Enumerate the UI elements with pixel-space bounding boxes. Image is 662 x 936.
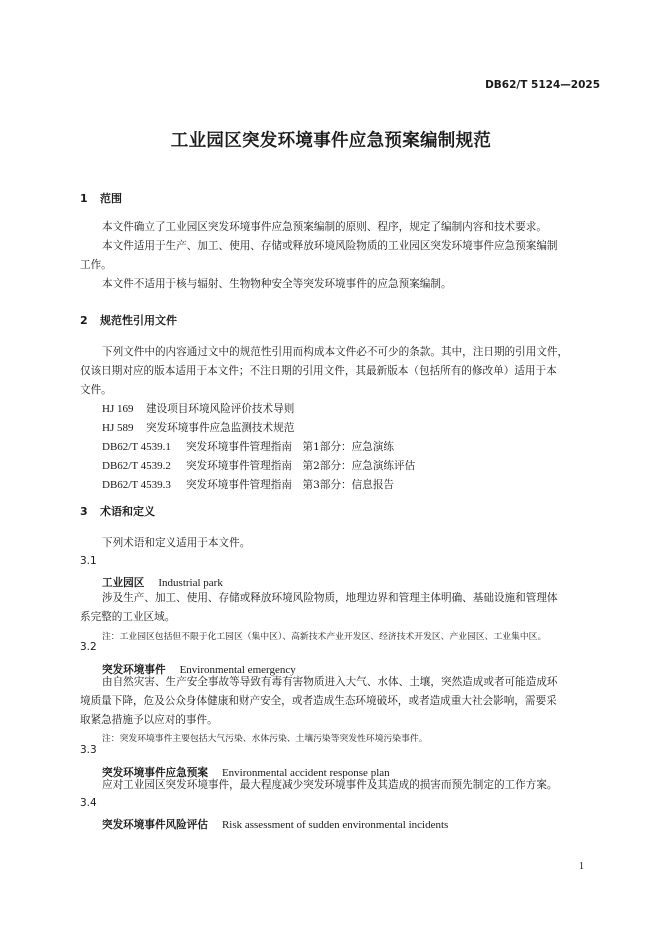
term-heading — [102, 571, 223, 590]
section-title: 术语和定义 — [100, 505, 155, 518]
reference-code: DB62/T 4539.2 — [102, 460, 171, 472]
term-name: 突发环境事件应急预案 — [102, 767, 208, 779]
term-number: 3.2 — [80, 641, 97, 653]
reference-title: 突发环境事件管理指南 第1部分：应急演练 — [186, 441, 395, 453]
term-number: 3.1 — [80, 555, 97, 567]
term-definition-line: 境质量下降，危及公众身体健康和财产安全，或者造成生态环境破坏，或者造成重大社会影响，需要采 — [80, 695, 557, 707]
reference-item — [102, 401, 294, 416]
section-heading-scope — [80, 190, 122, 206]
section-number: 3 — [80, 505, 88, 518]
section-number: 1 — [80, 192, 88, 205]
term-heading — [102, 813, 448, 832]
references-intro-line-1: 下列文件中的内容通过文中的规范性引用而构成本文件必不可少的条款。其中，注日期的引用文件， — [102, 346, 569, 358]
reference-code: DB62/T 4539.3 — [102, 479, 171, 491]
reference-title: 突发环境事件应急监测技术规范 — [146, 422, 295, 434]
term-name: 工业园区 — [102, 577, 145, 589]
scope-paragraph-1: 本文件确立了工业园区突发环境事件应急预案编制的原则、程序，规定了编制内容和技术要求。 — [102, 221, 547, 233]
term-definition-line: 系完整的工业区域。 — [80, 611, 176, 623]
document-title: 工业园区突发环境事件应急预案编制规范 — [170, 131, 492, 151]
section-number: 2 — [80, 314, 88, 327]
section-heading-terms — [80, 503, 155, 519]
term-english: Risk assessment of sudden environmental incidents — [221, 819, 449, 831]
term-name: 突发环境事件 — [102, 664, 166, 676]
term-definition-line: 由自然灾害、生产安全事故等导致有毒有害物质进入大气、水体、土壤，突然造成或者可能造成环 — [102, 676, 558, 688]
reference-title: 突发环境事件管理指南 第3部分：信息报告 — [186, 479, 395, 491]
standard-number: DB62/T 5124—2025 — [485, 79, 600, 91]
term-definition-line: 取紧急措施予以应对的事件。 — [80, 714, 218, 726]
reference-title: 突发环境事件管理指南 第2部分：应急演练评估 — [186, 460, 416, 472]
term-number: 3.3 — [80, 744, 97, 756]
reference-title: 建设项目环境风险评价技术导则 — [146, 403, 295, 415]
term-english: Environmental accident response plan — [221, 767, 390, 779]
scope-paragraph-2-line-2: 工作。 — [80, 259, 112, 271]
reference-code: DB62/T 4539.1 — [102, 441, 171, 453]
section-title: 范围 — [100, 192, 122, 205]
scope-paragraph-2-line-1: 本文件适用于生产、加工、使用、存储或释放环境风险物质的工业园区突发环境事件应急预案编制 — [102, 240, 558, 252]
terms-intro: 下列术语和定义适用于本文件。 — [102, 537, 251, 549]
reference-code: HJ 169 — [102, 403, 134, 415]
section-title: 规范性引用文件 — [100, 314, 177, 327]
term-name: 突发环境事件风险评估 — [102, 819, 208, 831]
reference-item — [102, 420, 294, 435]
reference-item — [102, 458, 415, 473]
term-english: Environmental emergency — [179, 664, 296, 676]
references-intro-line-2: 仅该日期对应的版本适用于本文件；不注日期的引用文件，其最新版本（包括所有的修改单）适用于本 — [80, 365, 557, 377]
term-definition-line: 涉及生产、加工、使用、存储或释放环境风险物质，地理边界和管理主体明确、基础设施和管理体 — [102, 592, 558, 604]
reference-item — [102, 439, 394, 454]
term-english: Industrial park — [158, 577, 223, 589]
section-heading-references — [80, 312, 177, 328]
references-intro-line-3: 文件。 — [80, 384, 112, 396]
reference-item — [102, 477, 394, 492]
reference-code: HJ 589 — [102, 422, 134, 434]
page-number: 1 — [579, 861, 584, 872]
term-note: 注：突发环境事件主要包括大气污染、水体污染、土壤污染等突发性环境污染事件。 — [102, 734, 428, 744]
term-note: 注：工业园区包括但不限于化工园区（集中区）、高新技术产业开发区、经济技术开发区、产业园区、工业集中区。 — [102, 632, 547, 642]
scope-paragraph-3: 本文件不适用于核与辐射、生物物种安全等突发环境事件的应急预案编制。 — [102, 278, 452, 290]
term-definition-line: 应对工业园区突发环境事件，最大程度减少突发环境事件及其造成的损害而预先制定的工作方案。 — [102, 779, 558, 791]
term-number: 3.4 — [80, 797, 97, 809]
